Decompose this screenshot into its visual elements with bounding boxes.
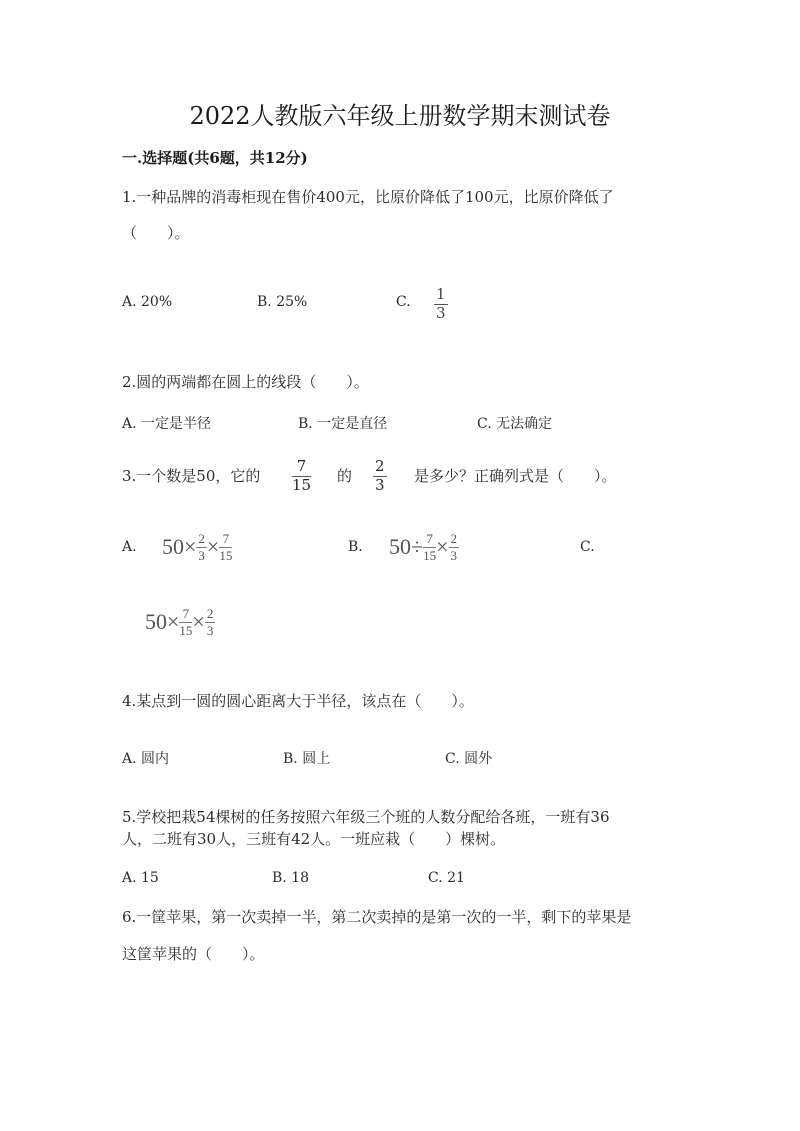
- expr-c-frac2-den: 3: [206, 622, 214, 638]
- expr-a-op1: ×: [184, 534, 197, 560]
- q3-frac2-denominator: 3: [375, 475, 385, 494]
- question-3-prefix: 3.一个数是50，它的: [122, 467, 261, 485]
- question-3-suffix: 是多少？正确列式是（ ）。: [414, 467, 617, 485]
- expr-b-lead: 50: [389, 534, 411, 560]
- expr-b-frac2: [449, 532, 460, 562]
- q3-frac2-numerator: 2: [375, 457, 385, 475]
- q1-option-c-label: C.: [396, 294, 411, 310]
- expr-b-frac1-den: 15: [423, 547, 437, 563]
- expr-a-frac2: [219, 532, 232, 562]
- expr-a-lead: 50: [162, 534, 184, 560]
- question-5-line-1: 5.学校把栽54棵树的任务按照六年级三个班的人数分配给各班，一班有36: [122, 808, 610, 826]
- question-2: 2.圆的两端都在圆上的线段（ ）。: [122, 373, 369, 391]
- expr-c-op2: ×: [192, 609, 205, 635]
- expr-a-frac1-num: 2: [198, 531, 205, 546]
- expr-c-frac1-den: 15: [179, 622, 193, 638]
- q5-option-c: C. 21: [428, 870, 465, 886]
- expr-c-lead: 50: [145, 609, 167, 635]
- question-1-line-2: （ ）。: [122, 224, 190, 242]
- q2-option-a: A. 一定是半径: [122, 416, 212, 432]
- question-4: 4.某点到一圆的圆心距离大于半径，该点在（ ）。: [122, 692, 474, 710]
- expr-b-frac2-den: 3: [450, 547, 457, 563]
- expr-c-frac1-num: 7: [179, 607, 192, 623]
- expr-c-op1: ×: [167, 609, 180, 635]
- question-6-line-2: 这筐苹果的（ ）。: [122, 945, 265, 963]
- q4-option-c: C. 圆外: [445, 751, 493, 767]
- q1-option-c-denominator: 3: [436, 303, 446, 322]
- q3-option-c-label: C.: [580, 539, 595, 555]
- q3-option-c-expression: [145, 607, 215, 637]
- expr-b-frac2-num: 2: [450, 531, 457, 546]
- q4-option-a: A. 圆内: [122, 751, 170, 767]
- page-title: 2022人教版六年级上册数学期末测试卷: [189, 102, 611, 130]
- q3-option-a-label: A.: [122, 539, 137, 555]
- expr-a-frac1: [196, 532, 207, 562]
- q3-option-a-expression: [162, 532, 232, 562]
- question-1-line-1: 1.一种品牌的消毒柜现在售价400元，比原价降低了100元，比原价降低了: [122, 188, 614, 206]
- section-heading: 一.选择题(共6题，共12分): [122, 149, 308, 167]
- expr-a-frac2-num: 7: [219, 532, 232, 548]
- q5-option-b: B. 18: [272, 870, 310, 886]
- expr-b-frac1: [423, 532, 436, 562]
- q1-option-c-fraction: [434, 287, 448, 322]
- q3-frac1-numerator: 7: [292, 459, 311, 477]
- q1-option-b: B. 25%: [257, 294, 308, 310]
- expr-a-frac1-den: 3: [198, 547, 205, 563]
- q3-fraction-two-thirds: [373, 459, 387, 494]
- expr-c-frac2-num: 2: [206, 606, 214, 621]
- q3-frac1-denominator: 15: [292, 475, 312, 494]
- question-5-line-2: 人，二班有30人，三班有42人。一班应栽（ ）棵树。: [122, 830, 506, 848]
- q2-option-c: C. 无法确定: [477, 416, 553, 432]
- q3-option-b-label: B.: [348, 539, 363, 555]
- question-3-mid: 的: [337, 467, 353, 485]
- q3-option-b-expression: [389, 532, 459, 562]
- q5-option-a: A. 15: [122, 870, 159, 886]
- expr-a-op2: ×: [206, 534, 220, 560]
- q1-option-c-numerator: 1: [436, 285, 446, 303]
- question-6-line-1: 6.一筐苹果，第一次卖掉一半，第二次卖掉的是第一次的一半，剩下的苹果是: [122, 908, 632, 926]
- expr-b-op1: ÷: [411, 534, 424, 560]
- expr-b-op2: ×: [436, 534, 449, 560]
- expr-b-frac1-num: 7: [423, 532, 436, 548]
- q1-option-a: A. 20%: [122, 294, 173, 310]
- q2-option-b: B. 一定是直径: [298, 416, 388, 432]
- expr-c-frac2: [205, 607, 216, 637]
- expr-a-frac2-den: 15: [219, 547, 233, 563]
- expr-c-frac1: [179, 607, 192, 637]
- q3-fraction-seven-fifteenths: [292, 459, 311, 494]
- q4-option-b: B. 圆上: [283, 751, 331, 767]
